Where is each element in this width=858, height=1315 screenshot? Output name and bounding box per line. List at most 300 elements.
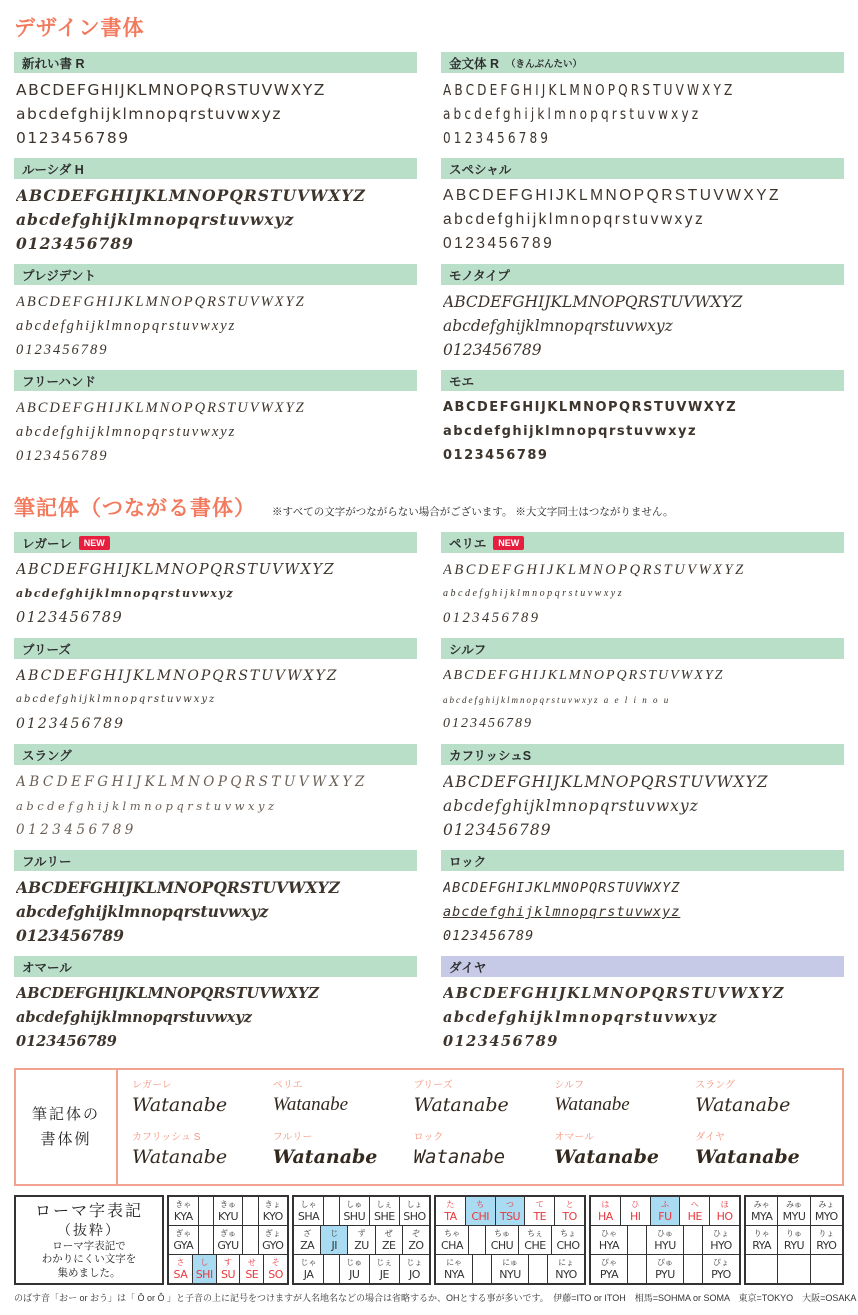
kana-label: ず	[357, 1228, 366, 1238]
roman-row	[294, 1197, 429, 1225]
example-sample-text: Watanabe	[554, 1094, 630, 1115]
kana-label: りょ	[818, 1228, 835, 1238]
example-font-name: ブリーズ	[413, 1080, 453, 1091]
roman-cell-RYU	[777, 1226, 809, 1254]
kana-label: た	[446, 1199, 455, 1209]
script-section-title-text: 筆記体（つながる書体）	[14, 497, 256, 520]
font-sample	[441, 179, 844, 256]
roman-cell-MYU	[777, 1197, 809, 1225]
script-specimen-grid	[14, 532, 844, 1062]
font-name: 金文体 R	[449, 56, 500, 71]
romaji-label: SA	[173, 1267, 188, 1281]
kana-label: きゃ	[175, 1199, 192, 1209]
footer-note: のばす音「おー or おう」は「 Ō or Ô 」と子音の上に記号をつけますが人名地名などの場合は省略するか、OHとする事が多いです。 伊藤=ITO or ITOH 相馬=SOHMA or SOMA 東京=TOKYO 大阪=OSAKA	[14, 1293, 857, 1303]
kana-label: と	[565, 1199, 574, 1209]
specimen-omar	[14, 956, 417, 1054]
sample-lowercase: abcdefghijklmnopqrstuvwxyz	[443, 105, 702, 123]
example-sample-text: Watanabe	[554, 1146, 659, 1168]
roman-cell-JO	[399, 1255, 429, 1283]
script-example-grid	[118, 1070, 842, 1184]
kana-label: みゅ	[785, 1199, 802, 1209]
font-name-header	[14, 52, 417, 73]
kana-label: は	[601, 1199, 610, 1209]
font-name: カフリッシュS	[449, 748, 532, 763]
font-name-reading: （きんぶんたい）	[506, 58, 583, 70]
specimen-breeze	[14, 638, 417, 736]
roman-row	[294, 1225, 429, 1254]
roman-cell-HE	[679, 1197, 709, 1225]
sample-uppercase: ABCDEFGHIJKLMNOPQRSTUVWXYZ	[16, 186, 366, 205]
roman-cell-GYU	[213, 1226, 243, 1254]
sample-uppercase: ABCDEFGHIJKLMNOPQRSTUVWXYZ	[16, 294, 306, 310]
roman-cell-KYA	[169, 1197, 198, 1225]
kana-label: す	[223, 1257, 232, 1267]
roman-cell-HO	[709, 1197, 739, 1225]
romaji-label: SHI	[195, 1267, 213, 1281]
font-sample	[14, 285, 417, 362]
roman-cell-RYO	[810, 1226, 842, 1254]
romaji-label: PYA	[599, 1267, 619, 1281]
kana-label: ぴょ	[713, 1257, 729, 1267]
example-entry	[691, 1126, 832, 1178]
font-sample	[441, 871, 844, 948]
romaji-label: TE	[533, 1209, 547, 1223]
specimen-caflisch	[441, 744, 844, 842]
romaji-label: ZE	[381, 1238, 396, 1252]
specimen-freehand	[14, 370, 417, 468]
romanization-title: ローマ字表記	[34, 1203, 143, 1221]
roman-cell-ZO	[402, 1226, 429, 1254]
romaji-label: ZU	[354, 1238, 369, 1252]
roman-cell-SA	[169, 1255, 192, 1283]
romaji-label: CHO	[556, 1238, 580, 1252]
roman-cell-KYO	[258, 1197, 288, 1225]
font-sample	[441, 659, 844, 736]
example-sample-text: Watanabe	[695, 1094, 791, 1116]
example-entry	[550, 1126, 691, 1178]
kana-label: じぇ	[376, 1257, 393, 1267]
roman-cell-HYU	[646, 1226, 683, 1254]
example-entry	[128, 1126, 269, 1178]
sample-uppercase: ABCDEFGHIJKLMNOPQRSTUVWXYZ	[443, 400, 738, 415]
sample-digits: 0123456789	[16, 716, 126, 732]
font-name-header	[441, 638, 844, 659]
roman-cell-FU	[650, 1197, 680, 1225]
specimen-kinbuntai	[441, 52, 844, 150]
example-font-name: レガーレ	[132, 1080, 172, 1091]
romaji-label: FU	[658, 1209, 672, 1223]
roman-cell-CHA	[436, 1226, 468, 1254]
sample-uppercase: ABCDEFGHIJKLMNOPQRSTUVWXYZ	[16, 562, 336, 578]
roman-cell-ZU	[347, 1226, 374, 1254]
script-section-note: ※すべての文字がつながらない場合がございます。 ※大文字同士はつながりません。	[272, 506, 674, 518]
kana-label: へ	[690, 1199, 699, 1209]
roman-cell-blank	[777, 1255, 809, 1283]
romaji-label: KYA	[173, 1209, 193, 1223]
example-font-name: シルフ	[554, 1080, 585, 1091]
romaji-label: MYU	[782, 1209, 806, 1223]
roman-row	[169, 1197, 287, 1225]
romaji-label: SO	[268, 1267, 283, 1281]
specimen-special	[441, 158, 844, 256]
roman-cell-KYU	[213, 1197, 243, 1225]
roman-row	[591, 1225, 739, 1254]
romanization-groups	[167, 1195, 844, 1285]
roman-cell-blank	[810, 1255, 842, 1283]
example-font-name: スラング	[695, 1080, 735, 1091]
roman-cell-TSU	[495, 1197, 525, 1225]
kana-label: つ	[505, 1199, 514, 1209]
roman-cell-NYA	[436, 1255, 472, 1283]
specimen-lucida	[14, 158, 417, 256]
specimen-legare	[14, 532, 417, 630]
font-sample	[14, 871, 417, 948]
romaji-label: NYO	[555, 1267, 577, 1281]
example-font-name: ダイヤ	[695, 1132, 725, 1143]
roman-row	[746, 1225, 842, 1254]
script-example-table	[14, 1068, 844, 1186]
kana-label: ぞ	[411, 1228, 420, 1238]
kana-label: て	[535, 1199, 544, 1209]
example-sample-text: Watanabe	[272, 1094, 349, 1115]
sample-uppercase: ABCDEFGHIJKLMNOPQRSTUVWXYZ	[443, 562, 746, 578]
roman-cell-blank	[468, 1226, 485, 1254]
romaji-label: GYO	[262, 1238, 284, 1252]
romaji-label: CHU	[490, 1238, 514, 1252]
romaji-label: HO	[716, 1209, 733, 1223]
sample-digits: 0123456789	[443, 928, 535, 944]
script-example-label	[16, 1070, 118, 1184]
font-name: モエ	[449, 374, 475, 389]
romaji-label: HI	[629, 1209, 641, 1223]
roman-cell-HA	[591, 1197, 620, 1225]
font-name: ルーシダ H	[22, 162, 84, 177]
roman-cell-CHO	[551, 1226, 584, 1254]
roman-cell-HYA	[591, 1226, 627, 1254]
roman-cell-GYA	[169, 1226, 198, 1254]
roman-cell-SHA	[294, 1197, 323, 1225]
romaji-label: JO	[408, 1267, 420, 1281]
font-name-header	[441, 850, 844, 871]
romaji-label: HYA	[598, 1238, 620, 1252]
romaji-label: HA	[598, 1209, 613, 1223]
sample-uppercase: ABCDEFGHIJKLMNOPQRSTUVWXYZ	[16, 668, 339, 684]
romaji-label: SE	[245, 1267, 259, 1281]
roman-group	[292, 1195, 431, 1285]
kana-label: せ	[247, 1257, 256, 1267]
romaji-label: SU	[220, 1267, 236, 1281]
kana-label: みゃ	[753, 1199, 770, 1209]
roman-cell-RYA	[746, 1226, 777, 1254]
roman-cell-SHU	[339, 1197, 369, 1225]
romaji-label: SHO	[403, 1209, 426, 1223]
font-sample	[14, 553, 417, 630]
roman-group	[744, 1195, 844, 1285]
kana-label: ざ	[303, 1228, 312, 1238]
sample-digits: 0123456789	[443, 129, 552, 147]
kana-label: ほ	[720, 1199, 729, 1209]
example-sample-text: Watanabe	[132, 1146, 228, 1168]
roman-cell-blank	[627, 1255, 646, 1283]
font-sample	[441, 553, 844, 630]
specimen-diya	[441, 956, 844, 1054]
specimen-moe	[441, 370, 844, 468]
font-sample	[441, 391, 844, 468]
romaji-label: PYU	[655, 1267, 675, 1281]
sample-lowercase: abcdefghijklmnopqrstuvwxyz	[443, 424, 698, 439]
kana-label: しゅ	[346, 1199, 363, 1209]
romanization-desc-line2: わかりにくい文字を	[41, 1253, 137, 1266]
example-entry	[269, 1126, 410, 1178]
sample-lowercase: abcdefghijklmnopqrstuvwxyz a e l i n o u	[443, 695, 671, 705]
kana-label: にゅ	[502, 1257, 518, 1267]
romaji-label: KYU	[217, 1209, 239, 1223]
sample-digits: 0123456789	[16, 234, 134, 253]
roman-cell-GYO	[258, 1226, 288, 1254]
kana-label: ち	[476, 1199, 485, 1209]
roman-cell-ZE	[375, 1226, 402, 1254]
romaji-label: RYA	[752, 1238, 772, 1252]
sample-digits: 0123456789	[16, 342, 109, 358]
kana-label: にゃ	[446, 1257, 462, 1267]
roman-cell-blank	[198, 1197, 213, 1225]
kana-label: ぜ	[384, 1228, 393, 1238]
sample-digits: 0123456789	[16, 1033, 117, 1050]
romaji-label: HE	[687, 1209, 702, 1223]
kana-label: りゃ	[753, 1228, 770, 1238]
kana-label: しぇ	[376, 1199, 393, 1209]
kana-label: ぎょ	[264, 1228, 281, 1238]
font-name: ブリーズ	[22, 642, 71, 657]
example-sample-text: Watanabe	[413, 1146, 506, 1168]
sample-digits: 0123456789	[443, 235, 555, 252]
sample-uppercase: ABCDEFGHIJKLMNOPQRSTUVWXYZ	[443, 880, 681, 896]
example-entry	[691, 1074, 832, 1126]
romaji-label: JE	[379, 1267, 389, 1281]
romaji-label: RYO	[816, 1238, 837, 1252]
romaji-label: SHE	[373, 1209, 395, 1223]
sample-uppercase: ABCDEFGHIJKLMNOPQRSTUVWXYZ	[443, 985, 785, 1002]
roman-cell-SHE	[369, 1197, 399, 1225]
font-name-header	[14, 532, 417, 553]
font-name-header	[441, 52, 844, 73]
roman-cell-blank	[242, 1226, 257, 1254]
romanization-subtitle: （抜粋）	[57, 1221, 121, 1238]
romaji-label: HYO	[710, 1238, 732, 1252]
kana-label: きょ	[264, 1199, 281, 1209]
roman-cell-JE	[369, 1255, 399, 1283]
font-sample	[441, 977, 844, 1054]
romaji-label: GYA	[173, 1238, 194, 1252]
kana-label: しょ	[406, 1199, 423, 1209]
romaji-label: JU	[349, 1267, 360, 1281]
new-badge: NEW	[79, 536, 110, 550]
kana-label: ひょ	[713, 1228, 729, 1238]
roman-cell-TO	[554, 1197, 584, 1225]
example-entry	[269, 1074, 410, 1126]
sample-uppercase: ABCDEFGHIJKLMNOPQRSTUVWXYZ	[443, 81, 736, 99]
roman-cell-HI	[620, 1197, 650, 1225]
example-font-name: オマール	[554, 1132, 595, 1143]
romaji-label: RYU	[783, 1238, 805, 1252]
roman-cell-blank	[683, 1255, 702, 1283]
kana-label: じゃ	[300, 1257, 317, 1267]
font-sample	[441, 73, 844, 150]
roman-row	[591, 1254, 739, 1283]
font-sample	[441, 765, 844, 842]
script-example-label-line1: 筆記体の	[31, 1105, 100, 1123]
sample-digits: 0123456789	[16, 926, 124, 945]
roman-cell-HYO	[702, 1226, 739, 1254]
sample-lowercase: abcdefghijklmnopqrstuvwxyz	[443, 588, 625, 599]
kana-label: ひゅ	[657, 1228, 673, 1238]
roman-cell-CHE	[518, 1226, 551, 1254]
roman-row	[746, 1254, 842, 1283]
roman-cell-SU	[216, 1255, 240, 1283]
specimen-slang	[14, 744, 417, 842]
new-badge: NEW	[493, 536, 524, 550]
example-font-name: ロック	[413, 1132, 444, 1143]
script-example-label-line2: 書体例	[40, 1131, 92, 1148]
romaji-label: TA	[444, 1209, 457, 1223]
font-name-header	[14, 264, 417, 285]
kana-label: ちゃ	[444, 1228, 460, 1238]
font-name-header	[14, 850, 417, 871]
roman-row	[591, 1197, 739, 1225]
sample-uppercase: ABCDEFGHIJKLMNOPQRSTUVWXYZ	[443, 773, 769, 791]
example-font-name: カフリッシュ S	[132, 1132, 201, 1143]
roman-cell-MYO	[810, 1197, 842, 1225]
romaji-label: SHA	[297, 1209, 320, 1223]
romaji-label: JA	[303, 1267, 314, 1281]
roman-group	[434, 1195, 586, 1285]
romaji-label: KYO	[262, 1209, 283, 1223]
script-section-title	[14, 492, 844, 522]
font-sample	[14, 659, 417, 736]
example-sample-text: Watanabe	[132, 1094, 228, 1116]
sample-digits: 0123456789	[443, 341, 542, 359]
roman-cell-blank	[528, 1255, 547, 1283]
kana-label: ちょ	[560, 1228, 576, 1238]
design-section-title	[14, 12, 844, 42]
font-name: シルフ	[449, 642, 487, 657]
specimen-sylph	[441, 638, 844, 736]
font-name-header	[14, 638, 417, 659]
kana-label: ぴゃ	[601, 1257, 617, 1267]
sample-lowercase: abcdefghijklmnopqrstuvwxyz	[443, 211, 706, 228]
roman-cell-JI	[320, 1226, 347, 1254]
romaji-label: TSU	[499, 1209, 521, 1223]
font-name: フルリー	[22, 854, 72, 869]
sample-digits: 0123456789	[443, 716, 533, 731]
kana-label: りゅ	[785, 1228, 802, 1238]
roman-cell-blank	[683, 1226, 702, 1254]
font-name-header	[441, 532, 844, 553]
romaji-label: GYU	[217, 1238, 239, 1252]
roman-cell-NYU	[491, 1255, 528, 1283]
roman-cell-NYO	[547, 1255, 584, 1283]
roman-cell-CHU	[485, 1226, 518, 1254]
specimen-flurry	[14, 850, 417, 948]
font-sample	[14, 391, 417, 468]
kana-label: にょ	[558, 1257, 574, 1267]
sample-lowercase: abcdefghijklmnopqrstuvwxyz	[16, 1009, 253, 1026]
font-name: ペリエ	[449, 536, 487, 551]
romaji-label: HYU	[654, 1238, 676, 1252]
sample-uppercase: ABCDEFGHIJKLMNOPQRSTUVWXYZ	[16, 774, 368, 790]
sample-digits: 0123456789	[16, 610, 124, 626]
roman-cell-blank	[323, 1197, 339, 1225]
roman-cell-JA	[294, 1255, 323, 1283]
example-sample-text: Watanabe	[272, 1146, 378, 1168]
roman-cell-TE	[524, 1197, 554, 1225]
design-section-title-text: デザイン書体	[14, 17, 145, 40]
sample-digits: 0123456789	[16, 129, 130, 147]
roman-row	[436, 1254, 584, 1283]
romanization-table	[14, 1195, 844, 1285]
roman-cell-PYA	[591, 1255, 627, 1283]
roman-cell-TA	[436, 1197, 465, 1225]
roman-cell-blank	[746, 1255, 777, 1283]
roman-cell-blank	[472, 1255, 491, 1283]
sample-uppercase: ABCDEFGHIJKLMNOPQRSTUVWXYZ	[16, 400, 306, 416]
design-specimen-grid	[14, 52, 844, 476]
roman-cell-SE	[239, 1255, 263, 1283]
roman-cell-SO	[263, 1255, 287, 1283]
sample-lowercase: abcdefghijklmnopqrstuvwxyz	[16, 105, 283, 123]
example-sample-text: Watanabe	[413, 1094, 509, 1116]
kana-label: ひゃ	[601, 1228, 617, 1238]
sample-digits: 0123456789	[443, 610, 541, 626]
roman-row	[436, 1197, 584, 1225]
roman-cell-JU	[339, 1255, 369, 1283]
sample-uppercase: ABCDEFGHIJKLMNOPQRSTUVWXYZ	[443, 668, 725, 683]
romaji-label: CHE	[524, 1238, 546, 1252]
sample-lowercase: abcdefghijklmnopqrstuvwxyz	[443, 1009, 719, 1026]
font-name-header	[14, 158, 417, 179]
specimen-perie	[441, 532, 844, 630]
kana-label: ちぇ	[527, 1228, 543, 1238]
kana-label: しゃ	[300, 1199, 317, 1209]
font-name-header	[441, 956, 844, 977]
kana-label: そ	[271, 1257, 280, 1267]
sample-lowercase: abcdefghijklmnopqrstuvwxyz	[443, 797, 699, 815]
romanization-desc-line3: 集めました。	[57, 1266, 121, 1279]
kana-label: し	[200, 1257, 209, 1267]
font-name: フリーハンド	[22, 374, 96, 389]
example-entry	[128, 1074, 269, 1126]
roman-cell-CHI	[465, 1197, 495, 1225]
roman-row	[294, 1254, 429, 1283]
kana-label: きゅ	[220, 1199, 236, 1209]
sample-digits: 0123456789	[443, 821, 552, 839]
font-name: ダイヤ	[449, 960, 487, 975]
romaji-label: NYU	[499, 1267, 521, 1281]
roman-row	[436, 1225, 584, 1254]
kana-label: みょ	[818, 1199, 835, 1209]
font-name: モノタイプ	[449, 268, 510, 283]
kana-label: ふ	[660, 1199, 669, 1209]
font-sample	[14, 765, 417, 842]
sample-digits: 0123456789	[443, 448, 549, 463]
sample-lowercase: abcdefghijklmnopqrstuvwxyz	[16, 210, 295, 229]
kana-label: ひ	[631, 1199, 640, 1209]
sample-lowercase: abcdefghijklmnopqrstuvwxyz	[16, 318, 237, 334]
romaji-label: CHI	[471, 1209, 490, 1223]
sample-uppercase: ABCDEFGHIJKLMNOPQRSTUVWXYZ	[443, 293, 743, 311]
sample-lowercase: abcdefghijklmnopqrstuvwxyz	[16, 902, 269, 921]
font-name: オマール	[22, 960, 72, 975]
